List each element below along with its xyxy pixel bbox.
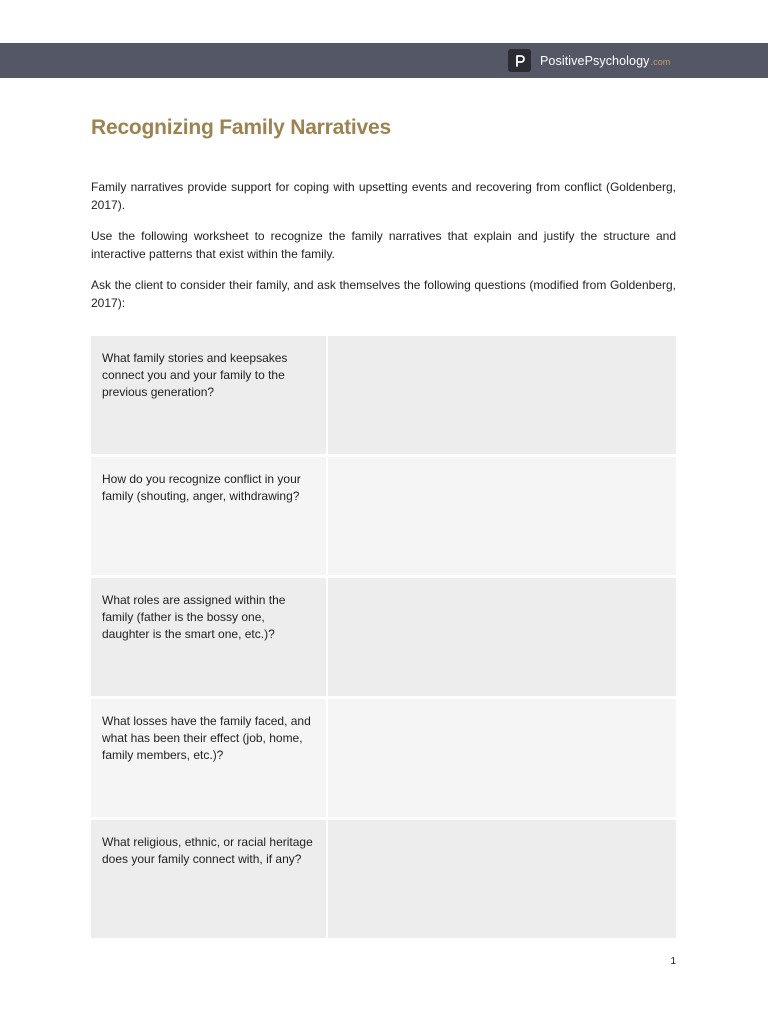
question-cell: What family stories and keepsakes connect you and your family to the previous generation?: [91, 336, 326, 454]
answer-cell[interactable]: [328, 699, 676, 817]
worksheet-row: [91, 820, 676, 938]
answer-cell[interactable]: [328, 336, 676, 454]
answer-cell[interactable]: [328, 578, 676, 696]
worksheet-row: [91, 578, 676, 696]
worksheet-row: [91, 699, 676, 817]
brand-name: PositivePsychology.com: [540, 53, 671, 68]
intro-paragraph: Use the following worksheet to recognize the family narratives that explain and justify the structure and interactive patterns that exist within the family.: [91, 229, 676, 261]
page-title: Recognizing Family Narratives: [91, 116, 391, 139]
brand[interactable]: [508, 49, 670, 72]
worksheet-row: [91, 336, 676, 454]
worksheet-row: [91, 457, 676, 575]
answer-cell[interactable]: [328, 820, 676, 938]
question-cell: What religious, ethnic, or racial heritage does your family connect with, if any?: [91, 820, 326, 938]
page-number: 1: [670, 956, 676, 967]
header-bar: [0, 43, 768, 78]
answer-cell[interactable]: [328, 457, 676, 575]
positive-psychology-logo-icon: [508, 49, 531, 72]
intro-paragraph: Ask the client to consider their family, and ask themselves the following questions (modified from Goldenberg, 2017):: [91, 278, 676, 310]
worksheet-table: [91, 336, 676, 938]
question-cell: What losses have the family faced, and what has been their effect (job, home, family members, etc.)?: [91, 699, 326, 817]
intro-paragraph: Family narratives provide support for coping with upsetting events and recovering from conflict (Goldenberg, 2017).: [91, 180, 676, 212]
question-cell: How do you recognize conflict in your family (shouting, anger, withdrawing?: [91, 457, 326, 575]
brand-suffix: .com: [650, 56, 671, 67]
question-cell: What roles are assigned within the family (father is the bossy one, daughter is the smart one, etc.)?: [91, 578, 326, 696]
intro-text: [91, 179, 676, 326]
